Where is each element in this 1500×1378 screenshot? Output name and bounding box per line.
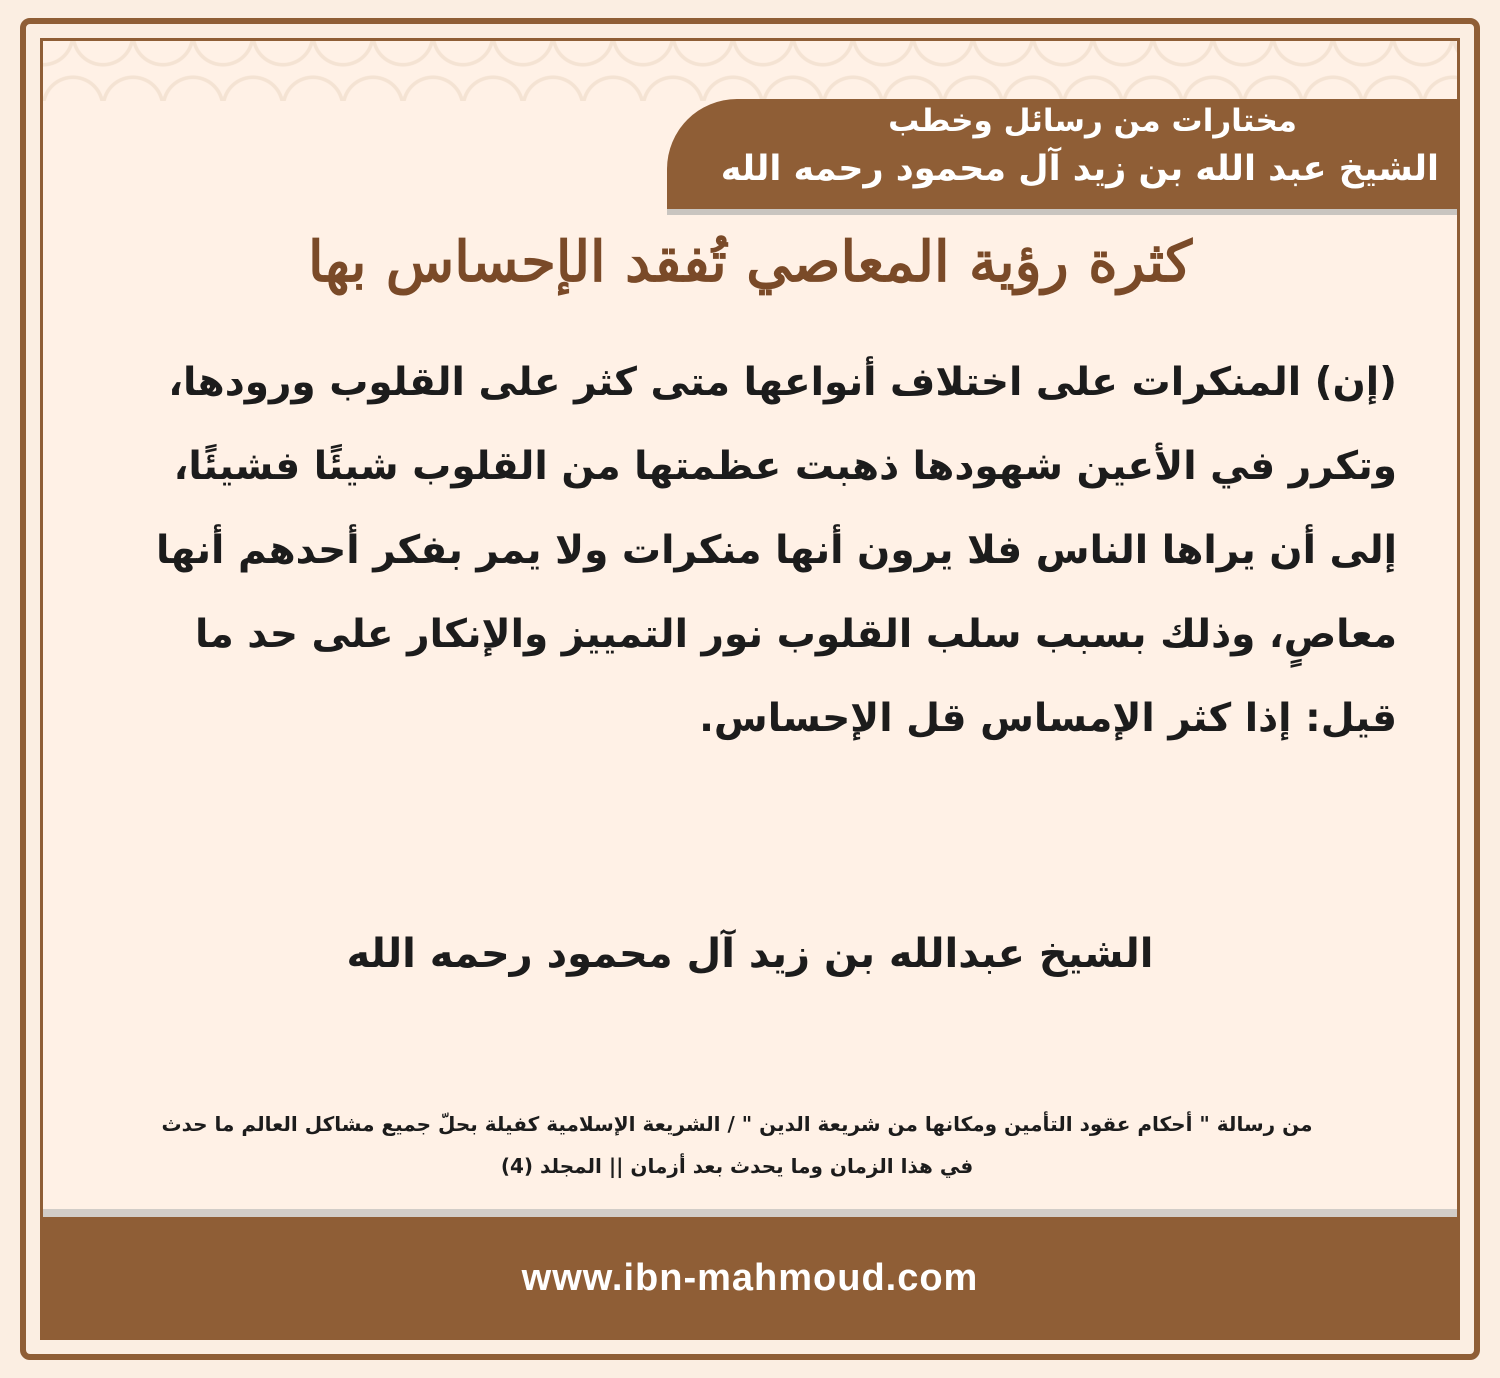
footer-bar: [43, 1217, 1457, 1340]
page-title: كثرة رؤية المعاصي تُفقد الإحساس بها: [307, 229, 1193, 295]
decorative-pattern: [43, 41, 1457, 101]
source-line-1: من رسالة " أحكام عقود التأمين ومكانها من شريعة الدين " / الشريعة الإسلامية كفيلة بحلّ جميع مشاكل العالم ما حدث: [161, 1112, 1313, 1136]
quote-text: (إن) المنكرات على اختلاف أنواعها متى كثر على القلوب ورودها، وتكرر في الأعين شهودها ذهبت عظمتها من القلوب شيئًا فشيئًا، إلى أن يراها الناس فلا يرون أنها منكرات ولا يمر بفكر أحدهم أنها معاصٍ، وذلك بسبب سلب القلوب نور التمييز والإنكار على حد ما قيل: إذا كثر الإمساس قل الإحساس.: [156, 360, 1397, 741]
author-signature: الشيخ عبدالله بن زيد آل محمود رحمه الله: [346, 931, 1154, 977]
inner-frame: [40, 38, 1460, 1340]
header-author-name: الشيخ عبد الله بن زيد آل محمود رحمه الله: [720, 149, 1439, 189]
source-line-2: في هذا الزمان وما يحدث بعد أزمان || المجلد (4): [500, 1154, 974, 1178]
header-banner: [667, 99, 1457, 209]
website-link[interactable]: www.ibn-mahmoud.com: [521, 1257, 979, 1299]
header-subtitle: مختارات من رسائل وخطب: [888, 103, 1297, 139]
source-citation: [77, 1103, 1397, 1187]
